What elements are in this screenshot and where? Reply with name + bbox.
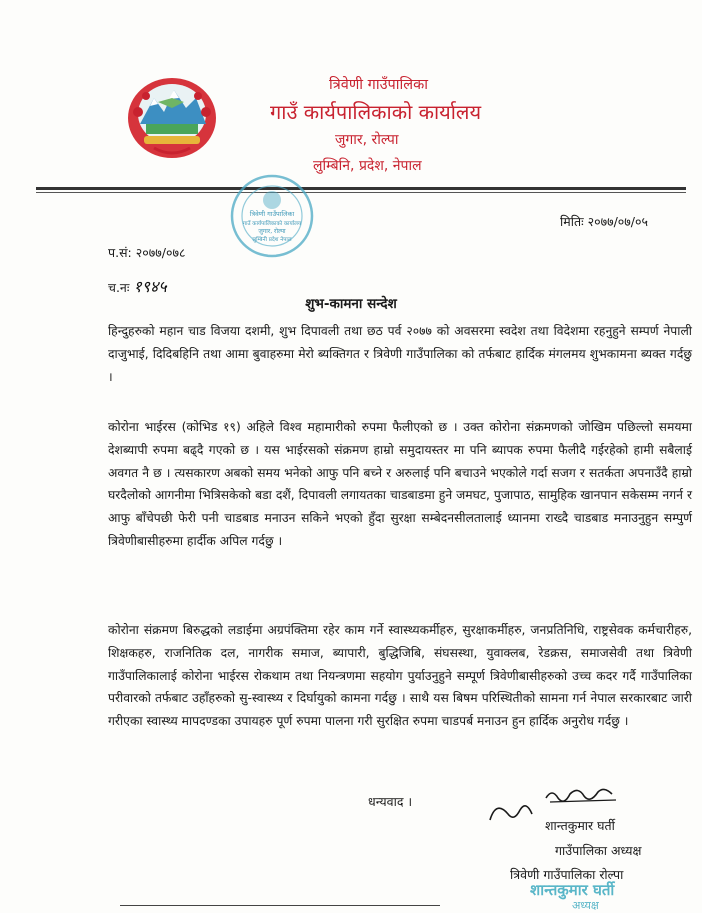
dispatch-label: च.नः	[108, 280, 130, 295]
letter-date	[560, 213, 648, 230]
name-stamp: शान्तकुमार घर्ती	[530, 881, 615, 899]
closing-thanks: धन्यवाद ।	[368, 794, 413, 809]
stamp-text-location: जुगार, रोल्पा	[258, 228, 286, 235]
header-divider	[36, 187, 686, 190]
stamp-text-mid: गाउँ कार्यपालिकाको कार्यालय	[242, 221, 302, 227]
office-line-province: लुम्बिनि, प्रदेश, नेपाल	[313, 158, 422, 174]
dispatch-value: १९४५	[133, 277, 167, 296]
date-label: मितिः	[560, 214, 584, 229]
footer-divider	[120, 905, 440, 906]
signatory-office: त्रिवेणी गाउँपालिका रोल्पा	[510, 867, 624, 882]
signatory-title: गाउँपालिका अध्यक्ष	[555, 843, 642, 858]
stamp-text-bottom: लुम्बिनी प्रदेश नेपाल	[252, 237, 292, 243]
header-divider-thin	[36, 192, 686, 193]
office-stamp-icon	[226, 170, 318, 262]
ref-label: प.सं:	[108, 245, 132, 260]
signatory-name: शान्तकुमार घर्ती	[545, 818, 615, 833]
reference-number	[108, 244, 185, 261]
letter-subject: शुभ-कामना सन्देश	[305, 296, 397, 312]
office-line-location: जुगार, रोल्पा	[335, 132, 399, 148]
date-value: २०७७/०७/०५	[587, 214, 649, 229]
office-line-executive: गाउँ कार्यपालिकाको कार्यालय	[270, 100, 482, 124]
nepal-emblem-icon	[124, 72, 220, 162]
paragraph-covid-appeal: कोरोना भाईरस (कोभिड १९) अहिले विश्व महामारीको रुपमा फैलीएको छ । उक्त कोरोना संक्रमणको जोखिम पछिल्लो समयमा देशब्यापी रुपमा बढ्दै गएको छ । यस भाईरसको संक्रमण हाम्रो समुदायस्तर मा पनि ब्यापक रुपमा फैलीदै गईरहेको हामी सबैलाई अवगत नै छ । त्यसकारण अबको समय भनेको आफु पनि बच्ने र अरुलाई पनि बचाउने भएकोले गर्दा सजग र सतर्कता अपनाउँदै हाम्रो घरदैलोको आगनीमा भित्रिसकेको बडा दशैं, दिपावली लगायतका चाडबाडमा हुने जमघट, पुजापाठ, सामुहिक खानपान सकेसम्म नगर्न र आफु बाँचेपछी फेरी पनी चाडबाड मनाउन सकिने भएको हुँदा सुरक्षा सम्बेदनसीलतालाई ध्यानमा राख्दै चाडबाड मनाउनुहुन सम्पुर्ण त्रिवेणीबासीहरुमा हार्दीक अपिल गर्दछु ।	[108, 420, 692, 548]
paragraph-greeting: हिन्दुहरुको महान चाड विजया दशमी, शुभ दिपावली तथा छठ पर्व २०७७ को अवसरमा स्वदेश तथा विदेशमा रहनुहुने सम्पर्ण नेपाली दाजुभाई, दिदिबहिनि तथा आमा बुवाहरुमा मेरो ब्यक्तिगत र त्रिवेणी गाउँपालिका को तर्फबाट हार्दिक मंगलमय शुभकामना ब्यक्त गर्दछु ।	[108, 324, 692, 384]
office-line-municipality: त्रिवेणी गाउँपालिका	[329, 77, 429, 93]
ref-value: २०७७/०७८	[135, 245, 186, 260]
stamp-text-top: त्रिवेणी गाउँपालिका	[249, 210, 295, 218]
paragraph-gratitude: कोरोना संक्रमण बिरुद्धको लडाईमा अग्रपंक्तिमा रहेर काम गर्ने स्वास्थ्यकर्मीहरु, सुरक्षाकर्मीहरु, जनप्रतिनिधि, राष्ट्रसेवक कर्मचारीहरु, शिक्षकहरु, राजनितिक दल, नागरीक समाज, ब्यापारी, बुद्धिजिबि, संघसस्था, युवाक्लब, रेडक्रस, समाजसेवी तथा त्रिवेणी गाउँपालिकालाई कोरोना भाईरस रोकथाम तथा नियन्त्रणमा सहयोग पुर्याउनुहुने सम्पूर्ण त्रिवेणीबासीहरुको उच्च कदर गर्दै गाउँपालिका परीवारको तर्फबाट उहाँहरुको सु-स्वास्थ्य र दिर्घायुको कामना गर्दछु । साथै यस बिषम परिस्थितीको सामना गर्न नेपाल सरकारबाट जारी गरीएका स्वास्थ्य मापदण्डका उपायहरु पूर्ण रुपमा पालना गरी सुरक्षित रुपमा चाडपर्ब मनाउन हुन हार्दिक अनुरोध गर्दछु ।	[108, 623, 692, 729]
title-stamp: अध्यक्ष	[572, 899, 599, 912]
